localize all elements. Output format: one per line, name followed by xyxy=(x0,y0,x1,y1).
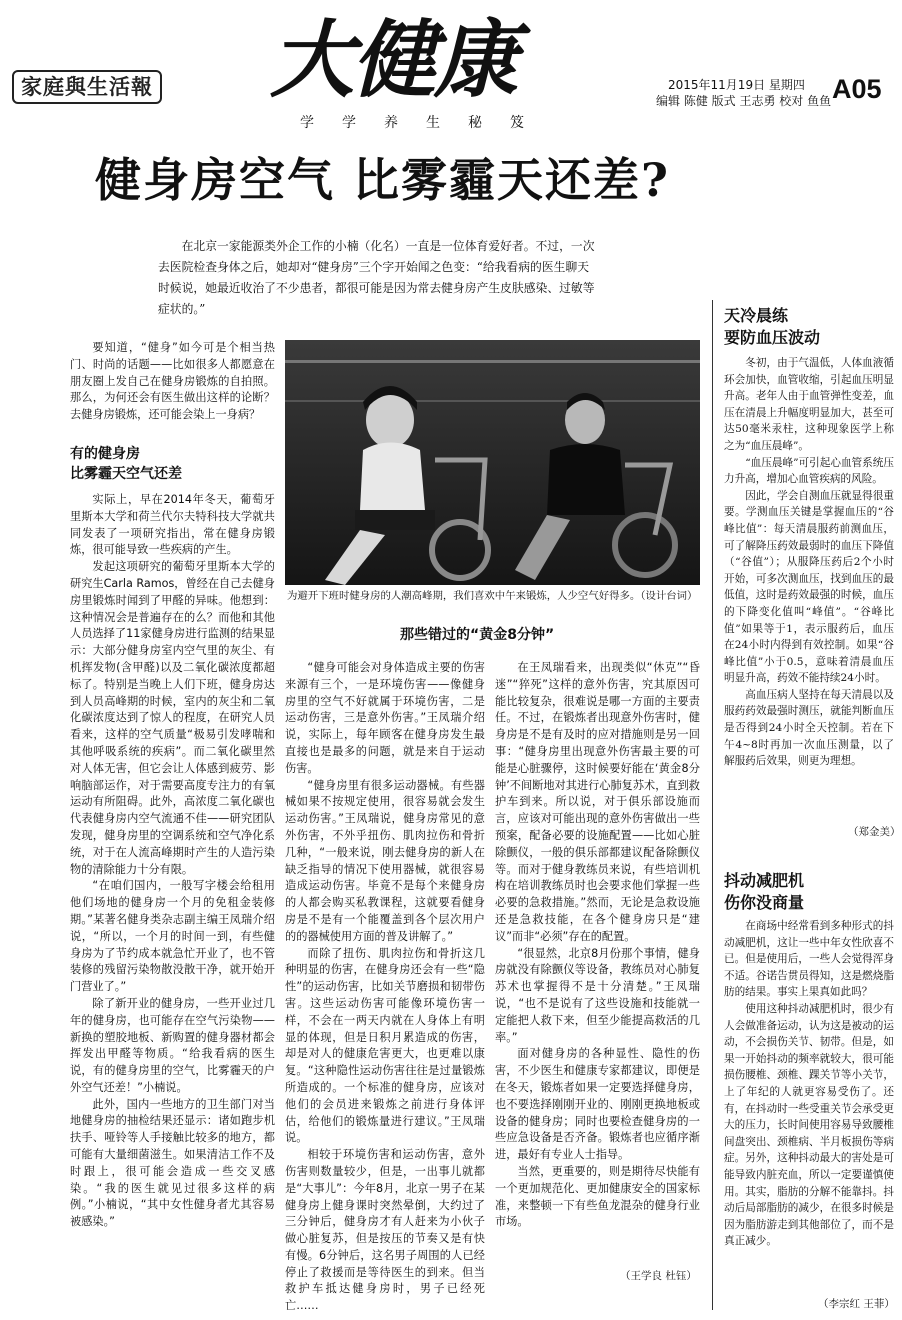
gym-cycling-photo xyxy=(285,340,700,585)
article-column-1-body xyxy=(70,492,275,1231)
sidebar-1-title xyxy=(724,305,894,349)
body-paragraph: “健身可能会对身体造成主要的伤害来源有三个，一是环境伤害——像健身房里的空气不好就属于环境伤害，二是运动伤害，三是意外伤害。”王凤瑞介绍说，实际上，每年顾客在健身房发生最直接也是最多的问题，就是来自于运动伤害。 xyxy=(285,661,485,775)
sidebar-paragraph: “血压晨峰”可引起心血管系统压力升高，增加心血管疾病的风险。 xyxy=(724,456,894,486)
body-paragraph: 面对健身房的各种显性、隐性的伤害，不少医生和健康专家都建议，即便是在冬天，锻炼者如果一定要选择健身房，也不要选择刚刚开业的、刚刚更换地板或设备的健身房；同时也要检查健身房的一些应急设备是否齐备。锻炼者也应循序渐进，最好有专业人士指导。 xyxy=(495,1047,700,1162)
body-paragraph: 而除了扭伤、肌肉拉伤和骨折这几种明显的伤害，在健身房还会有一些“隐性”的运动伤害，比如关节磨损和韧带伤害。这些运动伤害可能像环境伤害一样，不会在一两天内就在人身体上有明显的体现，但是日积月累造成的伤害，却是对人的健康危害更大，也更难以康复。“这种隐性运动伤害往往是过量锻炼所造成的。一个标准的健身房，应该对他们的会员进来锻炼之前进行身体评估，给他们的锻炼量进行建议。”王凤瑞说。 xyxy=(285,946,485,1145)
article-lead: 在北京一家能源类外企工作的小楠（化名）一直是一位体育爱好者。不过，一次去医院检查身体之后，她却对“健身房”三个字开始闻之色变：“给我看病的医生聊天时候说，她最近收治了不少患者，都很可能是因为常去健身房产生皮肤感染、过敏等症状的。” xyxy=(158,239,595,316)
body-paragraph: 除了新开业的健身房，一些开业过几年的健身房，也可能存在空气污染物——新换的塑胶地板、新购置的健身器材都会挥发出甲醛等物质。“给我看病的医生说，有的健身房里的空气，比雾霾天的户外空气还差！”小楠说。 xyxy=(70,996,275,1094)
sidebar-2-title xyxy=(724,870,894,914)
body-paragraph: “健身房里有很多运动器械。有些器械如果不按规定使用，很容易就会发生运动伤害。”王凤瑞说，健身房常见的意外伤害，不外乎扭伤、肌肉拉伤和骨折几种，“一般来说，刚去健身房的新人在缺乏指导的情况下使用器械，就很容易造成运动伤害。毕竟不是每个来健身房的人都会购买私教课程，这就要看健身房是不是有一个能覆盖到各个层次用户的的器械使用方面的普及讲解了。” xyxy=(285,778,485,943)
intro-paragraph: 要知道，“健身”如今可是个相当热门、时尚的话题——比如很多人都愿意在朋友圈上发自己在健身房锻炼的自拍照。那么，为何还会有医生做出这样的论断？去健身房锻炼，还可能会染上一身病？ xyxy=(70,341,275,422)
subhead-1 xyxy=(70,444,275,484)
issue-date: 2015年11月19日 星期四 xyxy=(668,78,805,92)
body-paragraph: 实际上，早在2014年冬天，葡萄牙里斯本大学和荷兰代尔夫特科技大学就共同发表了一项研究指出，常在健身房锻炼，很可能导致一些疾病的产生。 xyxy=(70,493,275,557)
sidebar-paragraph: 使用这种抖动减肥机时，很少有人会做准备运动，认为这是被动的运动，不会损伤关节、韧带。但是，如果一开始抖动的频率就较大，很可能损伤腰椎、颈椎、踝关节等小关节，上了年纪的人就更容易受伤了。还有，在抖动时一些受重关节会承受更大的压力，长时间使用容易导致腰椎间盘突出、颈椎病、半月板损伤等病症。另外，这种抖动最大的害处是可能导致内脏充血，所以一定要谨慎使用。其实，脂肪的分解不能靠抖。抖动后局部脂肪的减少，在很多时候是因为脂肪游走到其他部位了，而不是真正减少。 xyxy=(724,1002,894,1248)
sidebar-2-title-line-2: 伤你没商量 xyxy=(724,893,805,912)
article-column-3 xyxy=(495,660,700,1231)
sidebar-paragraph: 冬初，由于气温低，人体血液循环会加快，血管收缩，引起血压明显升高。老年人由于血管弹性变差，血压在清晨上升幅度明显加大，甚至可达50毫米汞柱，这种现象医学上称之为“血压晨峰”。 xyxy=(724,357,894,452)
sidebar-1-body xyxy=(724,355,894,770)
body-paragraph: 当然，更重要的，则是期待尽快能有一个更加规范化、更加健康安全的国家标准，来整顿一下有些鱼龙混杂的健身行业市场。 xyxy=(495,1164,700,1229)
article-byline: （王学良 杜钰） xyxy=(620,1270,697,1282)
body-paragraph: “很显然，北京8月份那个事情，健身房就没有除颤仪等设备，教练员对心肺复苏术也掌握得不是十分清楚。”王凤瑞说，“也不是说有了这些设施和技能就一定能把人救下来，但至少能提高救活的几率。” xyxy=(495,946,700,1044)
subhead-1-line-1: 有的健身房 xyxy=(70,446,140,462)
sidebar-2-byline: （李宗红 王菲） xyxy=(818,1298,895,1310)
sidebar-1-byline: （郑金美） xyxy=(848,826,901,838)
subhead-1-line-2: 比雾霾天空气还差 xyxy=(70,466,182,482)
body-paragraph: 在王凤瑞看来，出现类似“休克”“昏迷”“猝死”这样的意外伤害，究其原因可能比较复杂，很难说是哪一方面的主要责任。不过，在锻炼者出现意外伤害时，健身房是不是有及时的应对措施则是另一回事：“健身房里出现意外伤害最主要的可能是心脏骤停，这时候要好能在‘黄金8分钟’不间断地对其进行心肺复苏术，直到救护车到来。所以说，对于俱乐部设施而言，应该对可能出现的意外伤害做出一些预案，配备必要的设施配置——比如心脏除颤仪，一般的俱乐部都建议配备除颤仪等。而对于健身教练员来说，有些培训机构在培训教练员时也会要求他们掌握一些必要的急救措施。”然而，无论是急救设施还是急救技能，在各个健身房只是“建议”而非“必须”存在的配置。 xyxy=(495,661,700,943)
sidebar-1-title-line-1: 天冷晨练 xyxy=(724,306,789,325)
article-column-2 xyxy=(285,660,485,1315)
article-headline: 健身房空气 比雾霾天还差? xyxy=(95,153,670,207)
sidebar-paragraph: 高血压病人坚持在每天清晨以及服药药效最强时测压，就能判断血压是否得到24小时全天控制。若在下午4~8时再加一次血压测量，以了解服药后效果，则更为理想。 xyxy=(724,688,894,768)
sidebar-2-title-line-1: 抖动减肥机 xyxy=(724,871,805,890)
photo-illustration xyxy=(285,340,700,585)
section-brand-title: 大健康 xyxy=(270,11,517,109)
issue-staff: 编辑 陈健 版式 王志勇 校对 鱼鱼 xyxy=(656,94,832,108)
body-paragraph: 相较于环境伤害和运动伤害，意外伤害则数量较少，但是，一出事儿就都是“大事儿”：今年8月，北京一男子在某健身房上健身课时突然晕倒，大约过了三分钟后，健身房才有人赶来为小伙子做心脏复苏，但是按压的节奏又是有快有慢。6分钟后，这名男子周围的人已经停止了救援而是等待医生的到来。但当救护车抵达健身房时，男子已经死亡…… xyxy=(285,1148,485,1313)
body-paragraph: “在咱们国内，一般写字楼会给租用他们场地的健身房一个月的免租金装修期。”某著名健身类杂志副主编王凤瑞介绍说，“所以，一个月的时间一到，有些健身房为了节约成本就急忙开业了，也不管装修的残留污染物散没散干净，就开始开门营业了。” xyxy=(70,879,275,994)
sidebar-paragraph: 在商场中经常看到多种形式的抖动减肥机，这让一些中年女性欣喜不已。但是使用后，一些人会觉得浑身不适。谷诺告贯员得知，这是燃烧脂肪的结果。事实上果真如此吗？ xyxy=(724,920,894,999)
newspaper-logo: 家庭與生活報 xyxy=(12,70,162,104)
sidebar-1-title-line-2: 要防血压波动 xyxy=(724,328,821,347)
section-brand-subtitle: 学学养生秘笈 xyxy=(300,115,552,131)
article-column-1 xyxy=(70,340,275,424)
photo-caption: 为避开下班时健身房的人潮高峰期，我们喜欢中午来锻炼，人少空气好得多。（设计台词） xyxy=(287,590,698,602)
page-number: A05 xyxy=(832,74,882,104)
column-divider xyxy=(712,300,713,1310)
section-2-title: 那些错过的“黄金8分钟” xyxy=(400,627,555,643)
sidebar-paragraph: 因此，学会自测血压就显得很重要。学测血压关键是掌握血压的“谷峰比值”：每天清晨服药前测血压，可了解降压药效最弱时的血压下降值（“谷值”）；从服降压药后2个小时开始，可多次测血压，找到血压的最低值，这时是药效最强的时候，血压的下降变化值叫“峰值”。“谷峰比值”如果等于1，表示服药后，血压在24小时内得到有效控制。如果“谷峰比值”小于0.5，意味着清晨血压明显升高，药效不能持续24小时。 xyxy=(724,489,894,685)
sidebar-2-body xyxy=(724,918,894,1250)
body-paragraph: 此外，国内一些地方的卫生部门对当地健身房的抽检结果还显示：诸如跑步机扶手、哑铃等人手接触比较多的地方，都可能有大量细菌滋生。如果清洁工作不及时跟上，很可能会造成一些交叉感染。“我的医生就见过很多这样的病例。”小楠说，“其中女性健身者尤其容易被感染。” xyxy=(70,1097,275,1229)
body-paragraph: 发起这项研究的葡萄牙里斯本大学的研究生Carla Ramos，曾经在自己去健身房里锻炼时闻到了甲醛的异味。他想到：这种情况会是普遍存在的么？而他和其他人员选择了11家健身房进行监测的结果显示：大部分健身房室内空气里的灰尘、有机挥发物(含甲醛)以及二氧化碳浓度都超标了。特别是当晚上人们下班，健身房达到人员高峰期的时候，室内的灰尘和二氧化碳浓度达到了惊人的程度，在研究人员看来，这样的空气质量“极易引发哮喘和其他呼吸系统的疾病”。而二氧化碳里然对人体无害，但它会让人体感到疲劳、影响脑部运作，对于需要高度专注力的有氧运动有所阻碍。此外，高浓度二氧化碳也代表健身房内空气流通不佳——研究团队发现，健身房里的空调系统和空气净化系统，对于在人流高峰期时产生的人造污染物的清除能力十分有限。 xyxy=(70,560,275,876)
